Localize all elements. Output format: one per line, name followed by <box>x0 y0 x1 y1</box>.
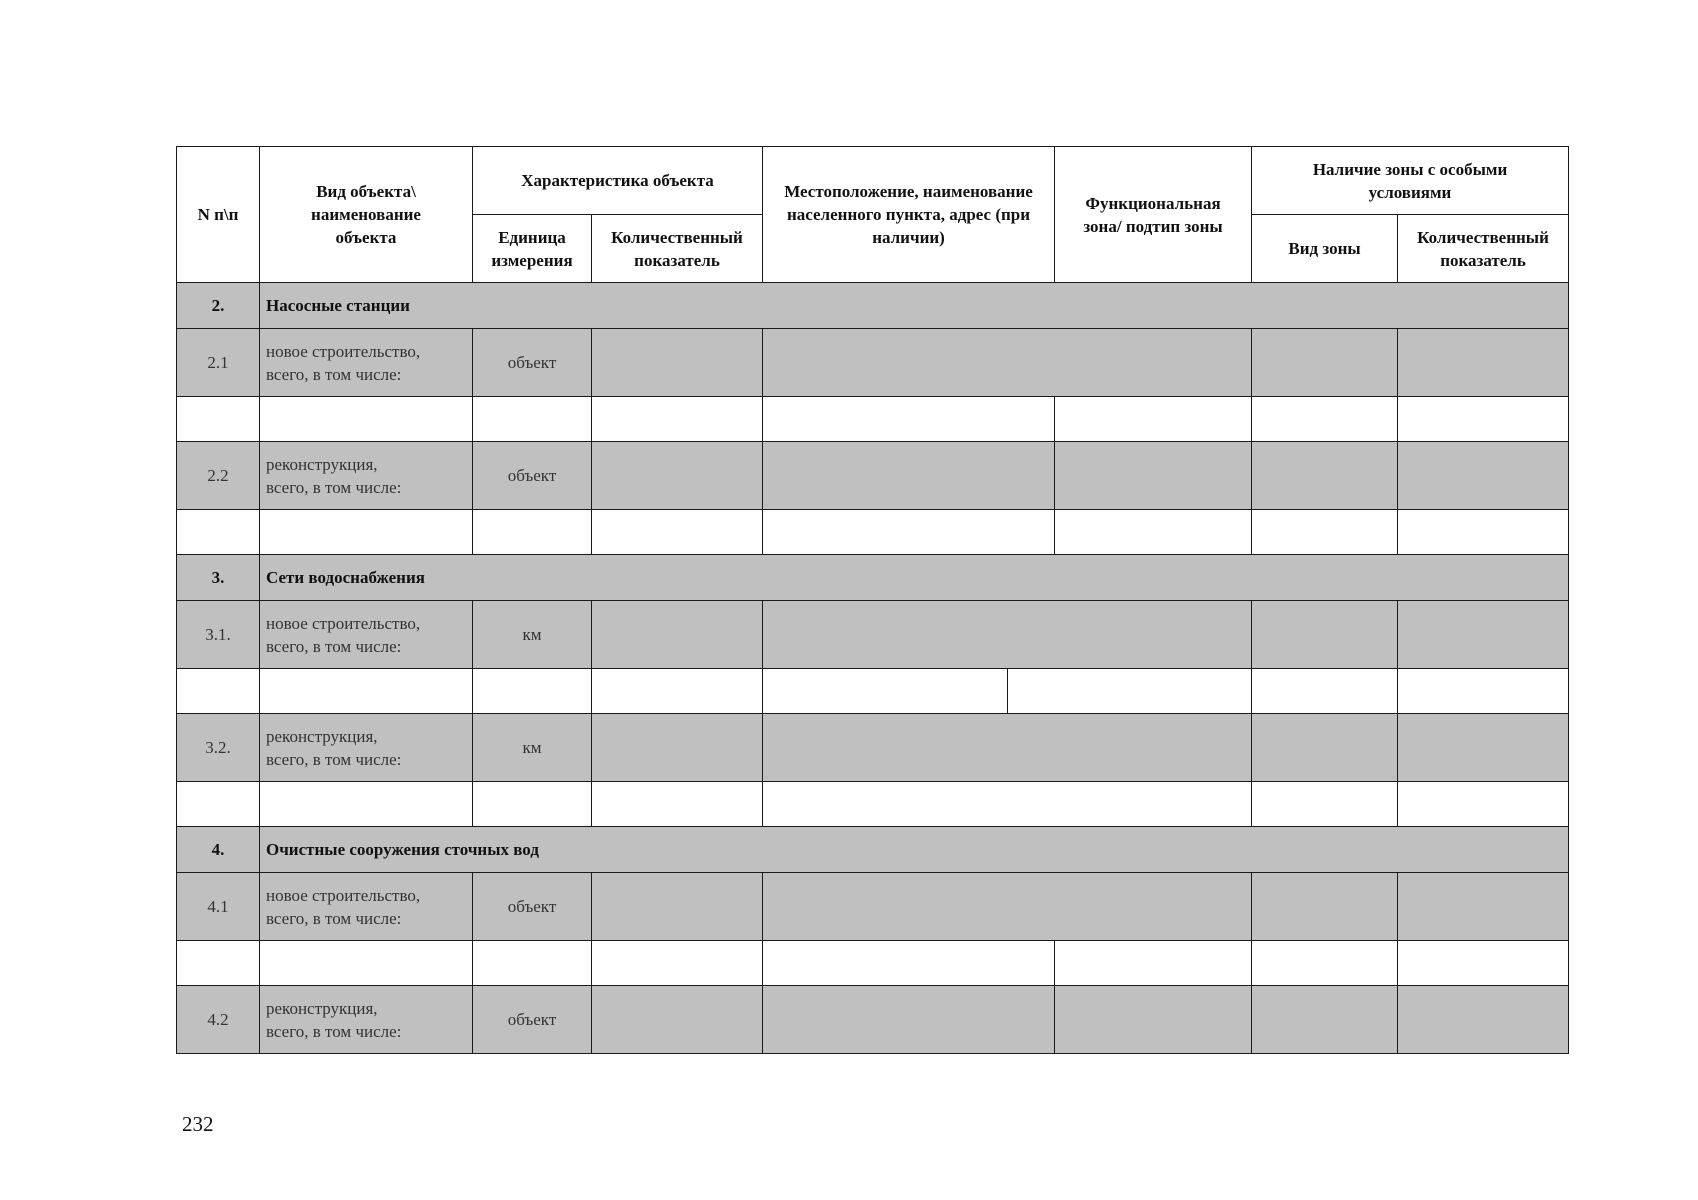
empty-cell <box>763 397 1055 442</box>
empty-cell <box>177 941 260 986</box>
page-number: 232 <box>182 1112 214 1136</box>
empty-cell <box>1252 782 1398 827</box>
quantity-cell <box>592 442 763 510</box>
empty-cell <box>592 782 763 827</box>
object-name-cell <box>260 601 473 669</box>
object-name-line: реконструкция, <box>266 998 378 1018</box>
empty-cell <box>473 510 592 555</box>
object-name-cell <box>260 329 473 397</box>
location-cell <box>763 986 1055 1054</box>
empty-cell <box>177 397 260 442</box>
object-name-line: новое строительство, <box>266 613 421 633</box>
table-row <box>177 442 1569 510</box>
zone-type-cell <box>1252 714 1398 782</box>
zone-quantity-cell <box>1398 873 1569 941</box>
empty-cell <box>473 941 592 986</box>
object-name-cell <box>260 442 473 510</box>
empty-cell <box>1252 397 1398 442</box>
quantity-cell <box>592 986 763 1054</box>
location-cell <box>763 329 1252 397</box>
row-number: 4.2 <box>177 986 260 1054</box>
unit-cell: объект <box>473 442 592 510</box>
empty-cell <box>260 941 473 986</box>
row-number: 2.1 <box>177 329 260 397</box>
header-object: Вид объекта\ наименование объекта <box>260 147 473 283</box>
object-name-cell <box>260 873 473 941</box>
table-row <box>177 669 1569 714</box>
header-special-zone: Наличие зоны с особыми условиями <box>1252 147 1569 215</box>
functional-zone-cell <box>1055 986 1252 1054</box>
unit-cell: км <box>473 601 592 669</box>
section-row <box>177 555 1569 601</box>
empty-cell <box>177 669 260 714</box>
empty-cell <box>1055 941 1252 986</box>
location-cell <box>763 442 1055 510</box>
unit-cell: объект <box>473 329 592 397</box>
empty-cell <box>763 669 1252 714</box>
empty-cell <box>592 941 763 986</box>
section-title: Очистные сооружения сточных вод <box>260 827 1569 873</box>
cell-divider <box>1007 669 1008 713</box>
zone-quantity-cell <box>1398 986 1569 1054</box>
header-characteristic: Характеристика объекта <box>473 147 763 215</box>
header-row-1 <box>177 147 1569 215</box>
object-name-line: всего, в том числе: <box>266 477 402 497</box>
table-row <box>177 329 1569 397</box>
empty-cell <box>1252 669 1398 714</box>
quantity-cell <box>592 601 763 669</box>
empty-cell <box>1055 510 1252 555</box>
object-name-line: всего, в том числе: <box>266 908 402 928</box>
quantity-cell <box>592 714 763 782</box>
unit-cell: км <box>473 714 592 782</box>
row-number: 3.2. <box>177 714 260 782</box>
empty-cell <box>592 397 763 442</box>
zone-type-cell <box>1252 442 1398 510</box>
empty-cell <box>1398 782 1569 827</box>
table-row <box>177 714 1569 782</box>
object-name-cell <box>260 714 473 782</box>
section-title: Сети водоснабжения <box>260 555 1569 601</box>
header-functional-zone: Функциональная зона/ подтип зоны <box>1055 147 1252 283</box>
header-unit: Единица измерения <box>473 215 592 283</box>
header-num: N п\п <box>177 147 260 283</box>
functional-zone-cell <box>1055 442 1252 510</box>
object-name-line: реконструкция, <box>266 726 378 746</box>
empty-cell <box>1398 510 1569 555</box>
unit-cell: объект <box>473 873 592 941</box>
empty-cell <box>473 397 592 442</box>
table-row <box>177 986 1569 1054</box>
empty-cell <box>1398 941 1569 986</box>
zone-quantity-cell <box>1398 329 1569 397</box>
empty-cell <box>1252 510 1398 555</box>
empty-cell <box>177 510 260 555</box>
object-name-cell <box>260 986 473 1054</box>
empty-cell <box>177 782 260 827</box>
object-name-line: реконструкция, <box>266 454 378 474</box>
object-name-line: всего, в том числе: <box>266 1021 402 1041</box>
location-cell <box>763 714 1252 782</box>
empty-cell <box>763 782 1252 827</box>
header-zone-type: Вид зоны <box>1252 215 1398 283</box>
empty-cell <box>763 941 1055 986</box>
row-number: 4.1 <box>177 873 260 941</box>
empty-cell <box>592 669 763 714</box>
empty-cell <box>1398 397 1569 442</box>
object-name-line: всего, в том числе: <box>266 636 402 656</box>
empty-cell <box>260 669 473 714</box>
row-number: 3.1. <box>177 601 260 669</box>
empty-cell <box>592 510 763 555</box>
zone-quantity-cell <box>1398 601 1569 669</box>
table-row <box>177 782 1569 827</box>
header-zone-quantity: Количественный показатель <box>1398 215 1569 283</box>
quantity-cell <box>592 329 763 397</box>
section-number: 4. <box>177 827 260 873</box>
empty-cell <box>473 669 592 714</box>
empty-cell <box>1055 397 1252 442</box>
row-number: 2.2 <box>177 442 260 510</box>
empty-cell <box>763 510 1055 555</box>
quantity-cell <box>592 873 763 941</box>
zone-type-cell <box>1252 601 1398 669</box>
object-name-line: новое строительство, <box>266 885 421 905</box>
unit-cell: объект <box>473 986 592 1054</box>
table-row <box>177 510 1569 555</box>
zone-type-cell <box>1252 986 1398 1054</box>
zone-quantity-cell <box>1398 714 1569 782</box>
zone-type-cell <box>1252 329 1398 397</box>
object-name-line: всего, в том числе: <box>266 749 402 769</box>
empty-cell <box>260 397 473 442</box>
plan-objects-table <box>176 146 1569 1054</box>
header-quantity: Количественный показатель <box>592 215 763 283</box>
section-number: 3. <box>177 555 260 601</box>
zone-type-cell <box>1252 873 1398 941</box>
section-title: Насосные станции <box>260 283 1569 329</box>
empty-cell <box>260 510 473 555</box>
location-cell <box>763 873 1252 941</box>
table-row <box>177 397 1569 442</box>
location-cell <box>763 601 1252 669</box>
object-name-line: всего, в том числе: <box>266 364 402 384</box>
header-location: Местоположение, наименование населенного пункта, адрес (при наличии) <box>763 147 1055 283</box>
section-number: 2. <box>177 283 260 329</box>
table-row <box>177 601 1569 669</box>
empty-cell <box>1398 669 1569 714</box>
zone-quantity-cell <box>1398 442 1569 510</box>
table-row <box>177 941 1569 986</box>
object-name-line: новое строительство, <box>266 341 421 361</box>
empty-cell <box>473 782 592 827</box>
section-row <box>177 283 1569 329</box>
section-row <box>177 827 1569 873</box>
empty-cell <box>1252 941 1398 986</box>
table-row <box>177 873 1569 941</box>
empty-cell <box>260 782 473 827</box>
